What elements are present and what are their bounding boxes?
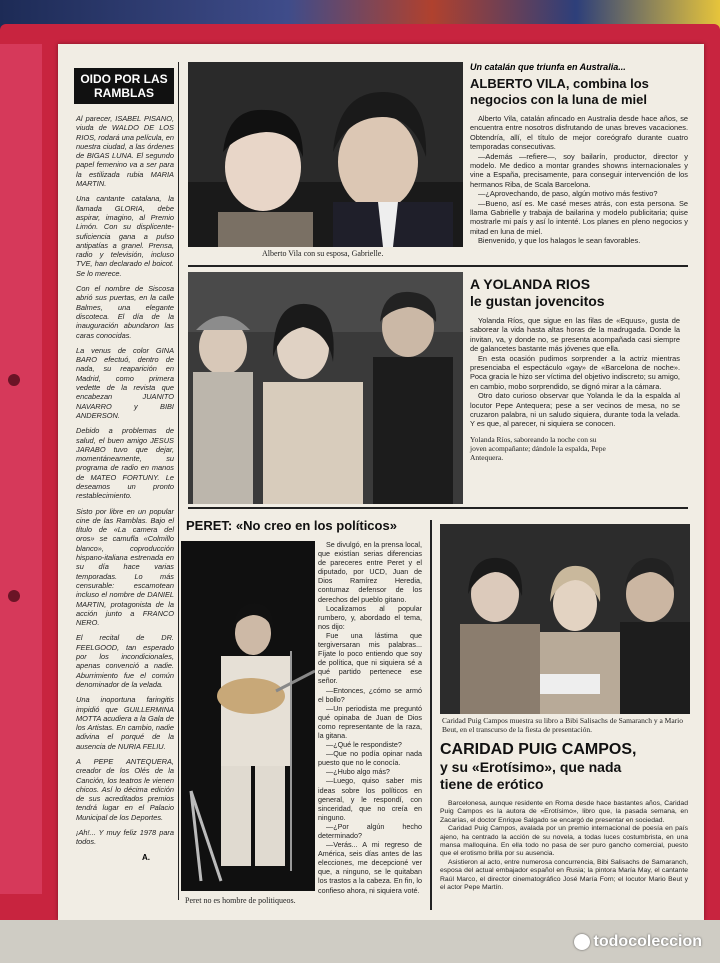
peret-paragraph: —Que no podía opinar nada puesto que no le conocía. [318, 749, 422, 768]
ramblas-signature: A. [142, 852, 150, 862]
vila-paragraph: —Además —refiere—, soy bailarín, productor, director y modelo. Me dedico a montar grandes showns internacionales y vine a España, precisamente, para conseguir intervención de los hermanos Riba, de Scala Barcelona. [470, 151, 688, 189]
yolanda-body [470, 316, 680, 429]
vila-article [470, 62, 688, 246]
peret-headline: PERET: «No creo en los políticos» [186, 518, 397, 533]
peret-paragraph: —¿Qué le respondiste? [326, 740, 402, 750]
vila-headline [470, 76, 688, 108]
binder-hole [8, 590, 20, 602]
photo-alberto-vila-image [188, 62, 463, 247]
peret-paragraph: —¿Hubo algo más? [326, 767, 390, 777]
vila-kicker: Un catalán que triunfa en Australia... [470, 62, 626, 72]
yolanda-article [470, 276, 680, 462]
peret-paragraph: —Un periodista me preguntó qué opinaba de Juan de Dios como representante de la raza, la gitana. [318, 703, 422, 740]
yolanda-headline-line: le gustan jovencitos [470, 293, 605, 309]
photo-peret-image [181, 541, 315, 891]
peret-paragraph: Localizamos al popular rumbero, y, abordado el tema, nos dijo: [318, 603, 422, 631]
peret-paragraph: —Verás... A mi regreso de América, seis días antes de las elecciones, me decepcioné ver que, a ninguno, se le quitaban los trastos a la cabeza. En fin, lo confieso ahora, ni siquiera voté. [318, 840, 422, 895]
peret-paragraph: —¿Por algún hecho determinado? [318, 821, 422, 840]
ramblas-paragraph: A PEPE ANTEQUERA, creador de los Olés de la Canción, los teatros le vienen chicos. Así lo décima edición de sus acreditados premios tendrá lugar en el Palacio Municipal de los Deportes. [76, 757, 174, 822]
caridad-headline-line: y su «Erotísimo», que nada [440, 759, 622, 775]
binder-hole [8, 374, 20, 386]
watermark-icon [574, 934, 590, 950]
watermark-text: todocoleccion [593, 933, 702, 950]
watermark [574, 933, 702, 951]
caridad-headline [440, 740, 690, 793]
ramblas-paragraph: Al parecer, ISABEL PISANO, viuda de WALDO DE LOS RIOS, rodará una película, en nuestra ciudad, a las órdenes de BIGAS LUNA. El segundo papel femenino va a ser para la estilizada rubia MARIA MARTIN. [76, 114, 174, 189]
binder-spine [0, 44, 42, 894]
photo-peret [181, 541, 315, 891]
section-divider [188, 265, 688, 267]
section-divider [188, 507, 688, 509]
caridad-paragraph: Barcelonesa, aunque residente en Roma desde hace bastantes años, Caridad Puig Campos es la autora de «Erotísimo», libro que, la pasada semana, en Zacarías, el doctor Enrique Salgado se encargó de presentar en sociedad. [440, 800, 688, 824]
vila-paragraph: Bienvenido, y que los halagos le sean favorables. [478, 236, 641, 246]
photo-yolanda-rios-image [188, 272, 463, 504]
vila-paragraph: Alberto Vila, catalán afincado en Australia desde hace años, se encuentra entre nosotros disfrutando de unas breves vacaciones. Obtendría, allí, el título de mejor coreógrafo durante cuatro temporadas consecutivas. [470, 114, 688, 152]
caridad-headline-line: CARIDAD PUIG CAMPOS, [440, 741, 637, 758]
photo-yolanda-rios [188, 272, 463, 504]
caridad-body [440, 800, 688, 892]
photo-caridad-puig-image [440, 524, 690, 714]
yolanda-headline [470, 276, 680, 310]
column-divider [430, 520, 432, 910]
yolanda-paragraph: En esta ocasión pudimos sorprender a la actriz mientras presenciaba el espectáculo «gay» de «Barcelona de noche». Poca gracia le hizo ser víctima del objetivo indiscreto; su amigo, en cambio, mobo sorprendido, se dignó mirar a la cámara. [470, 353, 680, 391]
photo-caridad-puig [440, 524, 690, 714]
vila-body [470, 114, 688, 246]
peret-paragraph: Se divulgó, en la prensa local, que existían serias diferencias de pareceres entre Peret y el diputado, por UCD, Juan de Dios Ramírez Heredia, contumaz defensor de los derechos del pueblo gitano. [318, 540, 422, 604]
peret-paragraph: Fue una lástima que tergiversaran mis palabras... Fíjate lo poco entiendo que soy de política, que ni siquiera sé a qué partido pertenece ese señor. [318, 630, 422, 686]
ramblas-column [70, 62, 179, 900]
caridad-headline-line: tiene de erótico [440, 776, 544, 792]
ramblas-paragraph: Una cantante catalana, la llamada GLORIA, debe aspirar, imagino, al Premio Limón. Con su displicente-suficiencia gana a pulso antipatías a granel. Prensa, radio y televisión, incluso TVE, han declarado el boicot. Se lo merece. [76, 194, 174, 278]
peret-body [318, 540, 422, 895]
photo-alberto-vila [188, 62, 463, 247]
ramblas-paragraph: Una inoportuna faringitis impidió que GUILLERMINA MOTTA acudiera a la Gala de los Artistas. En cambio, nadie adivina el porqué de la ausencia de NURIA FELIU. [76, 695, 174, 751]
yolanda-paragraph: Otro dato curioso observar que Yolanda le da la espalda al locutor Pepe Antequera; pese a ser vecinos de mesa, no se cruzaron palabra, ni un saludo siquiera, durante toda la velada. Y es que, al parecer, ni siquiera se conocen. [470, 391, 680, 429]
ramblas-paragraph: Debido a problemas de salud, el buen amigo JESUS JARABO tuvo que dejar, momentáneamente, su programa de radio en manos de MATEO FORTUNY. Le deseamos un pronto restablecimiento. [76, 426, 174, 501]
peret-paragraph: —Entonces, ¿cómo se armó el bollo? [318, 685, 422, 704]
yolanda-headline-line: A YOLANDA RIOS [470, 276, 591, 292]
caridad-caption: Caridad Puig Campos muestra su libro a Bibi Salisachs de Samaranch y a Mario Beut, en el transcurso de la fiesta de presentación. [442, 716, 683, 734]
peret-caption: Peret no es hombre de politiqueos. [185, 896, 296, 905]
ramblas-paragraph: Con el nombre de Siscosa abrió sus puertas, en la calle Balmes, una elegante discoteca. El día de la inauguración abundaron las caras conocidas. [76, 284, 174, 340]
ramblas-paragraph: La venus de color GINA BARO efectuó, dentro de nada, su reaparición en Madrid, como primera vedette de la revista que encabezan JUANITO NAVARRO y BIBI ANDERSON. [76, 345, 174, 420]
ramblas-paragraph: ¡Ah!... Y muy feliz 1978 para todos. [76, 828, 174, 847]
caridad-paragraph: Asistieron al acto, entre numerosa concurrencia, Bibi Salisachs de Samaranch, esposa del actual embajador español en Rusia; la pintora María May, el cantante Raúl Marco, el director cinematográfico José María Forn; el locutor Mario Beut y el actor Pepe Martín. [440, 858, 688, 892]
caridad-paragraph: Caridad Puig Campos, avalada por un premio internacional de poesía en país ajeno, ha centrado la acción de su novela, a todas luces costumbrista, en una mansa malloquina. En ella todo no pasa de ser puro gancho comercial, puesto que el erotismo brilla por su ausencia. [440, 825, 688, 858]
vila-headline-line: negocios con la luna de miel [470, 92, 647, 107]
ramblas-title: OIDO POR LAS RAMBLAS [74, 68, 174, 104]
ramblas-paragraph: Sisto por libre en un popular cine de las Ramblas. Bajo el título de «La camera del oros» se camufla «Colmillo blanco», coproducción hispano-italiana estrenada en su día hace varias temporadas. Lo más censurable: escamotean incluso el nombre de DANIEL MARTIN, protagonista de la acción junto a FRANCO NERO. [76, 506, 174, 628]
ramblas-paragraph: El recital de DR. FEELGOOD, tan esperado por los incondicionales, apenas convenció a nadie. Aburrimiento fue el común denominador de la velada. [76, 633, 174, 689]
vila-paragraph: —Bueno, así es. Me casé meses atrás, con esta persona. Se llama Gabrielle y trabaja de bailarina y modelo publicitaria; quise mostrarle mi país y así lo intenté. Los planes en pleno negocios y mitad en luna de miel. [470, 198, 688, 236]
yolanda-caption: Yolanda Ríos, saboreando la noche con su joven acompañante; dándole la espalda, Pepe Antequera. [470, 434, 606, 462]
peret-paragraph: —Luego, quiso saber mis ideas sobre los políticos en general, y le respondí, con sinceridad, que no creía en ninguno. [318, 776, 422, 822]
vila-caption: Alberto Vila con su esposa, Gabrielle. [262, 249, 384, 258]
vila-paragraph: —¿Aprovechando, de paso, algún motivo más festivo? [478, 189, 658, 199]
vila-headline-line: ALBERTO VILA, combina los [470, 76, 649, 91]
yolanda-paragraph: Yolanda Ríos, que sigue en las filas de «Equus», gusta de saborear la vida hasta altas horas de la madrugada. Donde la invitan, va, y donde no, se presenta acompañada casi siempre de galancetes bastante más jóvenes que ella. [470, 316, 680, 354]
